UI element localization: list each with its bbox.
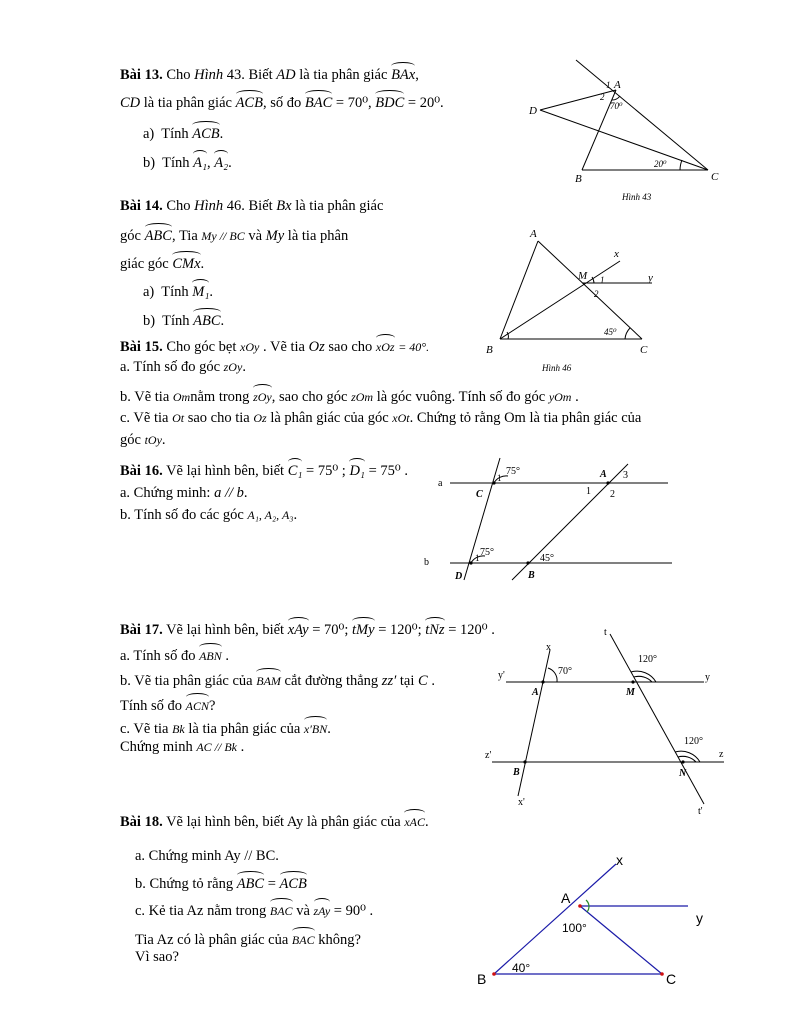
p13-b-angle1: A₁ <box>193 150 207 172</box>
p13-b-text: Tính <box>162 155 190 171</box>
p13-var-cd: CD <box>120 95 141 111</box>
p16-eq: = 75⁰ . <box>368 463 408 479</box>
fig46-segment-ac <box>538 241 642 339</box>
p14-question-a <box>143 279 213 301</box>
fig43-segment-dc <box>540 110 708 170</box>
p18-question-b <box>135 871 307 893</box>
p18-question-d <box>135 927 361 949</box>
figure-bai17 <box>482 622 732 820</box>
p15-b-text: , sao cho góc <box>271 389 348 405</box>
p17-b-var2: C <box>418 673 428 689</box>
p13-a-end: . <box>219 126 224 142</box>
p17-c2-text: Chứng minh <box>120 739 193 755</box>
p17-question-c-cont <box>120 738 244 756</box>
p18-question-a <box>135 847 279 865</box>
p13-b-end: . <box>228 155 232 171</box>
fig43-label-1: 1 <box>606 80 611 90</box>
fig17-label-N: N <box>679 768 687 779</box>
p14-text: là tia phân <box>287 228 349 244</box>
fig43-segment-da <box>540 90 616 110</box>
p13-a-text: Tính <box>161 126 189 142</box>
p14-parallel: My // BC <box>201 229 245 243</box>
p16-a-var: a // b <box>214 485 244 501</box>
p17-title: Bài 17. <box>120 622 163 638</box>
p17-b2-text: Tính số đo <box>120 698 183 714</box>
p14-text: góc <box>120 228 141 244</box>
fig18-point-C <box>660 972 664 976</box>
p13-text: là tia phân giác <box>143 95 232 111</box>
fig16-point-C <box>492 481 495 484</box>
p17-question-b <box>120 668 435 690</box>
fig46-caption: Hình 46 <box>542 363 572 373</box>
p13-text: , số đo <box>262 95 302 111</box>
p18-line1 <box>120 809 429 831</box>
fig43-arc-c <box>680 160 682 170</box>
p15-c2-var: tOy <box>144 433 162 447</box>
p17-b2-angle: ACN <box>186 693 209 715</box>
p17-question-b-cont <box>120 693 215 715</box>
p13-a-label: a) <box>143 126 155 142</box>
p18-c-text: c. Kẻ tia Az nằm trong <box>135 903 267 919</box>
p17-b-text: b. Vẽ tia phân giác của <box>120 673 253 689</box>
fig18-label-C: C <box>666 971 677 987</box>
p13-text: là tia phân giác <box>299 67 388 83</box>
p13-a-angle: ACB <box>192 121 219 143</box>
p13-angle-bdc: BDC <box>375 90 404 112</box>
fig17-transversal-tt <box>610 634 704 804</box>
p13-var-ad: AD <box>276 67 296 83</box>
p13-line1 <box>120 62 419 84</box>
p17-question-c <box>120 716 331 738</box>
p16-text: Vẽ lại hình bên, biết <box>166 463 285 479</box>
p15-b-text: là góc vuông. Tính số đo góc <box>376 389 546 405</box>
p15-b-angle: zOy <box>253 384 272 406</box>
fig16-point-B <box>526 561 529 564</box>
fig18-point-B <box>492 972 496 976</box>
p14-a-angle: M₁ <box>192 279 209 301</box>
p14-text: và <box>248 228 263 244</box>
p18-c-text: và <box>296 903 310 919</box>
fig16-label-D: D <box>455 571 463 582</box>
p15-var-oz: Oz <box>308 339 325 355</box>
p15-c-text: là phân giác của góc <box>270 410 389 426</box>
fig17-point-M <box>631 680 634 683</box>
p14-angle-cmx: CMx <box>172 251 200 273</box>
p13-angle-bac: BAC <box>305 90 332 112</box>
fig17-label-B: B <box>513 767 520 778</box>
fig18-label-A: A <box>561 890 571 906</box>
p13-title: Bài 13. <box>120 67 163 83</box>
fig46-label-A: A <box>530 228 537 240</box>
p15-question-c-cont <box>120 431 166 449</box>
p17-c-text: c. Vẽ tia <box>120 721 169 737</box>
p14-line1 <box>120 197 383 215</box>
fig17-arc-120a-1 <box>634 676 652 682</box>
p15-b-text: nằm trong <box>190 389 250 405</box>
p15-c-text: sao cho tia <box>187 410 250 426</box>
p14-b-angle: ABC <box>193 308 220 330</box>
fig43-label-D: D <box>529 105 537 117</box>
p16-angle-c1: C₁ <box>288 458 303 480</box>
p16-a-end: . <box>243 485 248 501</box>
p17-b-var: zz′ <box>381 673 397 689</box>
fig18-segment-ac <box>580 906 662 974</box>
fig17-label-z: z <box>719 749 724 760</box>
p15-a-end: . <box>242 359 246 375</box>
p13-text: 43. Biết <box>226 67 273 83</box>
p14-line3 <box>120 251 204 273</box>
fig18-angle-40: 40° <box>512 961 531 975</box>
p16-b-end: . <box>293 507 298 523</box>
fig46-label-2: 2 <box>594 289 599 299</box>
p14-var-bx: Bx <box>276 198 292 214</box>
p14-fig-word: Hình <box>194 198 224 214</box>
fig18-ray-bx <box>494 864 616 974</box>
fig16-label-c1: 1 <box>497 473 502 483</box>
fig17-angle-70: 70° <box>558 666 572 677</box>
fig16-label-d1: 1 <box>475 553 480 563</box>
p15-title: Bài 15. <box>120 339 163 355</box>
fig17-label-x: x <box>546 642 551 653</box>
p18-e-text: Vì sao? <box>135 949 179 965</box>
fig16-angle-45: 45° <box>540 553 554 564</box>
p14-b-end: . <box>220 313 225 329</box>
p17-c2-var: AC // Bk <box>196 740 238 754</box>
fig43-line-ray-ax <box>576 60 708 170</box>
p18-d-angle: BAC <box>292 927 315 949</box>
p15-text: Cho góc bẹt <box>166 339 237 355</box>
fig16-label-A2: 2 <box>610 489 615 500</box>
p15-c2-end: . <box>161 432 166 448</box>
p13-eq: = 20⁰. <box>407 95 444 111</box>
fig16-label-A: A <box>600 469 607 480</box>
fig17-point-A <box>541 680 544 683</box>
fig18-label-y: y <box>696 910 703 926</box>
fig17-label-t: t <box>604 627 607 638</box>
fig16-label-A3: 3 <box>623 470 628 481</box>
fig46-label-M: M <box>578 270 588 282</box>
fig17-angle-120-bottom: 120° <box>684 736 703 747</box>
fig16-point-A <box>606 481 609 484</box>
p15-b-var: Om <box>172 390 191 404</box>
p14-b-text: Tính <box>162 313 190 329</box>
p17-text: Vẽ lại hình bên, biết <box>166 622 285 638</box>
fig18-arc-xay <box>586 900 589 906</box>
p15-b-text: b. Vẽ tia <box>120 389 170 405</box>
p13-fig-word: Hình <box>194 67 224 83</box>
p16-b-var: A₁, A₂, A₃ <box>247 508 294 522</box>
fig17-label-A: A <box>532 687 539 698</box>
p17-question-a <box>120 643 229 665</box>
fig46-arc-b <box>507 332 508 339</box>
p14-a-text: Tính <box>161 284 189 300</box>
p18-b-angle1: ABC <box>237 871 264 893</box>
fig16-angle-75-bottom: 75° <box>480 547 494 558</box>
fig46-arc-c <box>625 328 630 339</box>
p15-c-var: Ot <box>172 411 185 425</box>
p15-a-var: zOy <box>223 360 243 374</box>
p17-eq: = 70⁰; <box>312 622 349 638</box>
p15-c-text: c. Vẽ tia <box>120 410 169 426</box>
p17-b-text: tại <box>399 673 415 689</box>
p14-text: , Tia <box>171 228 198 244</box>
p13-angle-acb: ACB <box>236 90 263 112</box>
p14-text: là tia phân giác <box>295 198 384 214</box>
p15-line1 <box>120 334 429 356</box>
p17-angle-xay: xAy <box>288 617 309 639</box>
p15-eq: = 40°. <box>398 340 430 354</box>
p15-c-text: . Chứng tỏ rằng Om là tia phân giác của <box>409 410 642 426</box>
p13-text: , <box>415 67 419 83</box>
fig16-label-C: C <box>476 489 483 500</box>
p17-line1 <box>120 617 495 639</box>
p14-a-end: . <box>209 284 214 300</box>
p16-b-text: b. Tính số đo các góc <box>120 507 244 523</box>
fig16-label-b: b <box>424 557 429 568</box>
fig18-arc-yac <box>587 906 589 912</box>
p17-a-text: a. Tính số đo <box>120 648 196 664</box>
fig46-label-x: x <box>614 248 619 260</box>
p14-text: giác góc <box>120 256 169 272</box>
fig16-label-B: B <box>528 570 535 581</box>
p13-b-label: b) <box>143 155 156 171</box>
fig43-label-2: 2 <box>600 92 605 102</box>
fig43-angle-70: 70⁰ <box>610 101 623 111</box>
p16-question-b <box>120 506 297 524</box>
fig43-caption: Hình 43 <box>622 192 652 202</box>
p17-eq: = 120⁰; <box>378 622 422 638</box>
p17-b-text: cắt đường thẳng <box>284 673 379 689</box>
p13-b-angle2: A₂ <box>214 150 228 172</box>
p13-eq: = 70⁰, <box>335 95 372 111</box>
p17-eq: = 120⁰ . <box>448 622 495 638</box>
p18-question-e <box>135 948 179 966</box>
p16-angle-d1: D₁ <box>349 458 365 480</box>
p17-c-var: Bk <box>172 722 185 736</box>
p14-title: Bài 14. <box>120 198 163 214</box>
fig46-angle-45: 45⁰ <box>604 327 617 337</box>
fig46-segment-ab <box>500 241 538 339</box>
p14-angle-abc: ABC <box>145 223 172 245</box>
fig16-label-A1: 1 <box>586 486 591 497</box>
fig46-label-B: B <box>486 344 493 356</box>
fig17-label-xp: x' <box>518 797 525 808</box>
fig18-label-x: x <box>616 852 623 868</box>
p13-line2 <box>120 90 444 112</box>
p17-c2-end: . <box>240 739 245 755</box>
p14-line2 <box>120 223 348 245</box>
fig46-label-C: C <box>640 344 648 356</box>
p14-var-my: My <box>265 228 285 244</box>
fig17-arc-70 <box>548 668 557 682</box>
p15-c-var3: xOt <box>392 411 410 425</box>
fig18-point-A <box>578 904 582 908</box>
p14-question-b <box>143 308 224 330</box>
p16-title: Bài 16. <box>120 463 163 479</box>
p13-question-b: b) Tính A₁, A₂. <box>143 150 232 172</box>
fig17-point-N <box>681 760 684 763</box>
p15-b-var2: zOm <box>351 390 374 404</box>
fig16-transversal-cd <box>464 458 500 580</box>
p17-b2-end: ? <box>209 698 216 714</box>
p18-angle-xac: xAC <box>404 809 425 831</box>
fig16-point-D <box>469 561 472 564</box>
p18-text: . <box>425 814 429 830</box>
p17-c-text: là tia phân giác của <box>188 721 301 737</box>
p18-question-c <box>135 898 373 920</box>
p14-text: Cho <box>166 198 191 214</box>
p17-c-end: . <box>327 721 331 737</box>
p16-eq: = 75⁰ ; <box>306 463 346 479</box>
p18-d-text: Tia Az có là phân giác của <box>135 932 289 948</box>
fig17-label-y: y <box>705 672 710 683</box>
p17-angle-tmy: tMy <box>352 617 375 639</box>
p13-question-a <box>143 121 223 143</box>
fig43-label-B: B <box>575 173 582 185</box>
p16-question-a <box>120 484 248 502</box>
p15-text: . Vẽ tia <box>262 339 305 355</box>
fig46-label-y: y <box>648 272 653 284</box>
fig17-point-B <box>523 760 526 763</box>
p17-angle-tnz: tNz <box>425 617 444 639</box>
p14-text: 46. Biết <box>226 198 273 214</box>
p18-c-angle2: zAy <box>314 898 331 920</box>
fig16-angle-75-top: 75° <box>506 466 520 477</box>
p13-text: Cho <box>166 67 191 83</box>
fig17-label-M: M <box>626 687 635 698</box>
p18-d-text: không? <box>318 932 361 948</box>
p15-a-text: a. Tính số đo góc <box>120 359 221 375</box>
figure-46 <box>480 225 680 380</box>
p15-question-a <box>120 358 246 376</box>
p15-angle-xoz: xOz <box>376 334 395 356</box>
p17-a-end: . <box>225 648 229 664</box>
fig17-transversal-xx <box>518 650 550 796</box>
p17-a-angle: ABN <box>199 643 222 665</box>
p15-text: sao cho <box>328 339 373 355</box>
p14-a-label: a) <box>143 284 155 300</box>
p15-var-xoy: xOy <box>240 340 260 354</box>
p18-b-angle2: ACB <box>280 871 307 893</box>
fig43-label-C: C <box>711 171 719 183</box>
figure-bai16 <box>420 452 680 587</box>
p15-question-b <box>120 384 579 406</box>
p18-c-eq: = 90⁰ . <box>333 903 374 919</box>
figure-43 <box>520 52 730 207</box>
p15-c-var2: Oz <box>253 411 267 425</box>
p16-a-text: a. Chứng minh: <box>120 485 211 501</box>
p18-b-text: b. Chứng tỏ rằng <box>135 876 234 892</box>
p15-b-var3: yOm <box>548 390 572 404</box>
fig17-label-tp: t' <box>698 806 703 817</box>
p18-text: Vẽ lại hình bên, biết Ay là phân giác của <box>166 814 401 830</box>
p14-b-label: b) <box>143 313 156 329</box>
p18-c-angle: BAC <box>270 898 293 920</box>
p18-a-text: a. Chứng minh Ay // BC. <box>135 848 279 864</box>
p16-line1 <box>120 458 408 480</box>
fig46-ray-bx <box>500 261 620 339</box>
fig17-angle-120-top: 120° <box>638 654 657 665</box>
fig17-label-yp: y' <box>498 670 505 681</box>
p17-b-end: . <box>431 673 435 689</box>
fig17-label-zp: z' <box>485 750 492 761</box>
figure-bai18 <box>470 848 710 998</box>
fig43-label-A: A <box>614 79 621 91</box>
p18-b-eq: = <box>267 876 276 892</box>
p14-text: . <box>200 256 205 272</box>
p15-question-c <box>120 409 641 427</box>
p17-b-angle: BAM <box>256 668 281 690</box>
p18-title: Bài 18. <box>120 814 163 830</box>
fig18-angle-100: 100° <box>562 921 587 935</box>
fig46-label-1: 1 <box>600 275 605 285</box>
fig16-label-a: a <box>438 478 443 489</box>
p15-b-end: . <box>575 389 579 405</box>
p13-angle-bax: BAx <box>391 62 415 84</box>
fig43-angle-20: 20⁰ <box>654 159 667 169</box>
p15-c2-text: góc <box>120 432 141 448</box>
fig18-label-B: B <box>477 971 487 987</box>
p17-c-angle: x′BN <box>304 716 327 738</box>
